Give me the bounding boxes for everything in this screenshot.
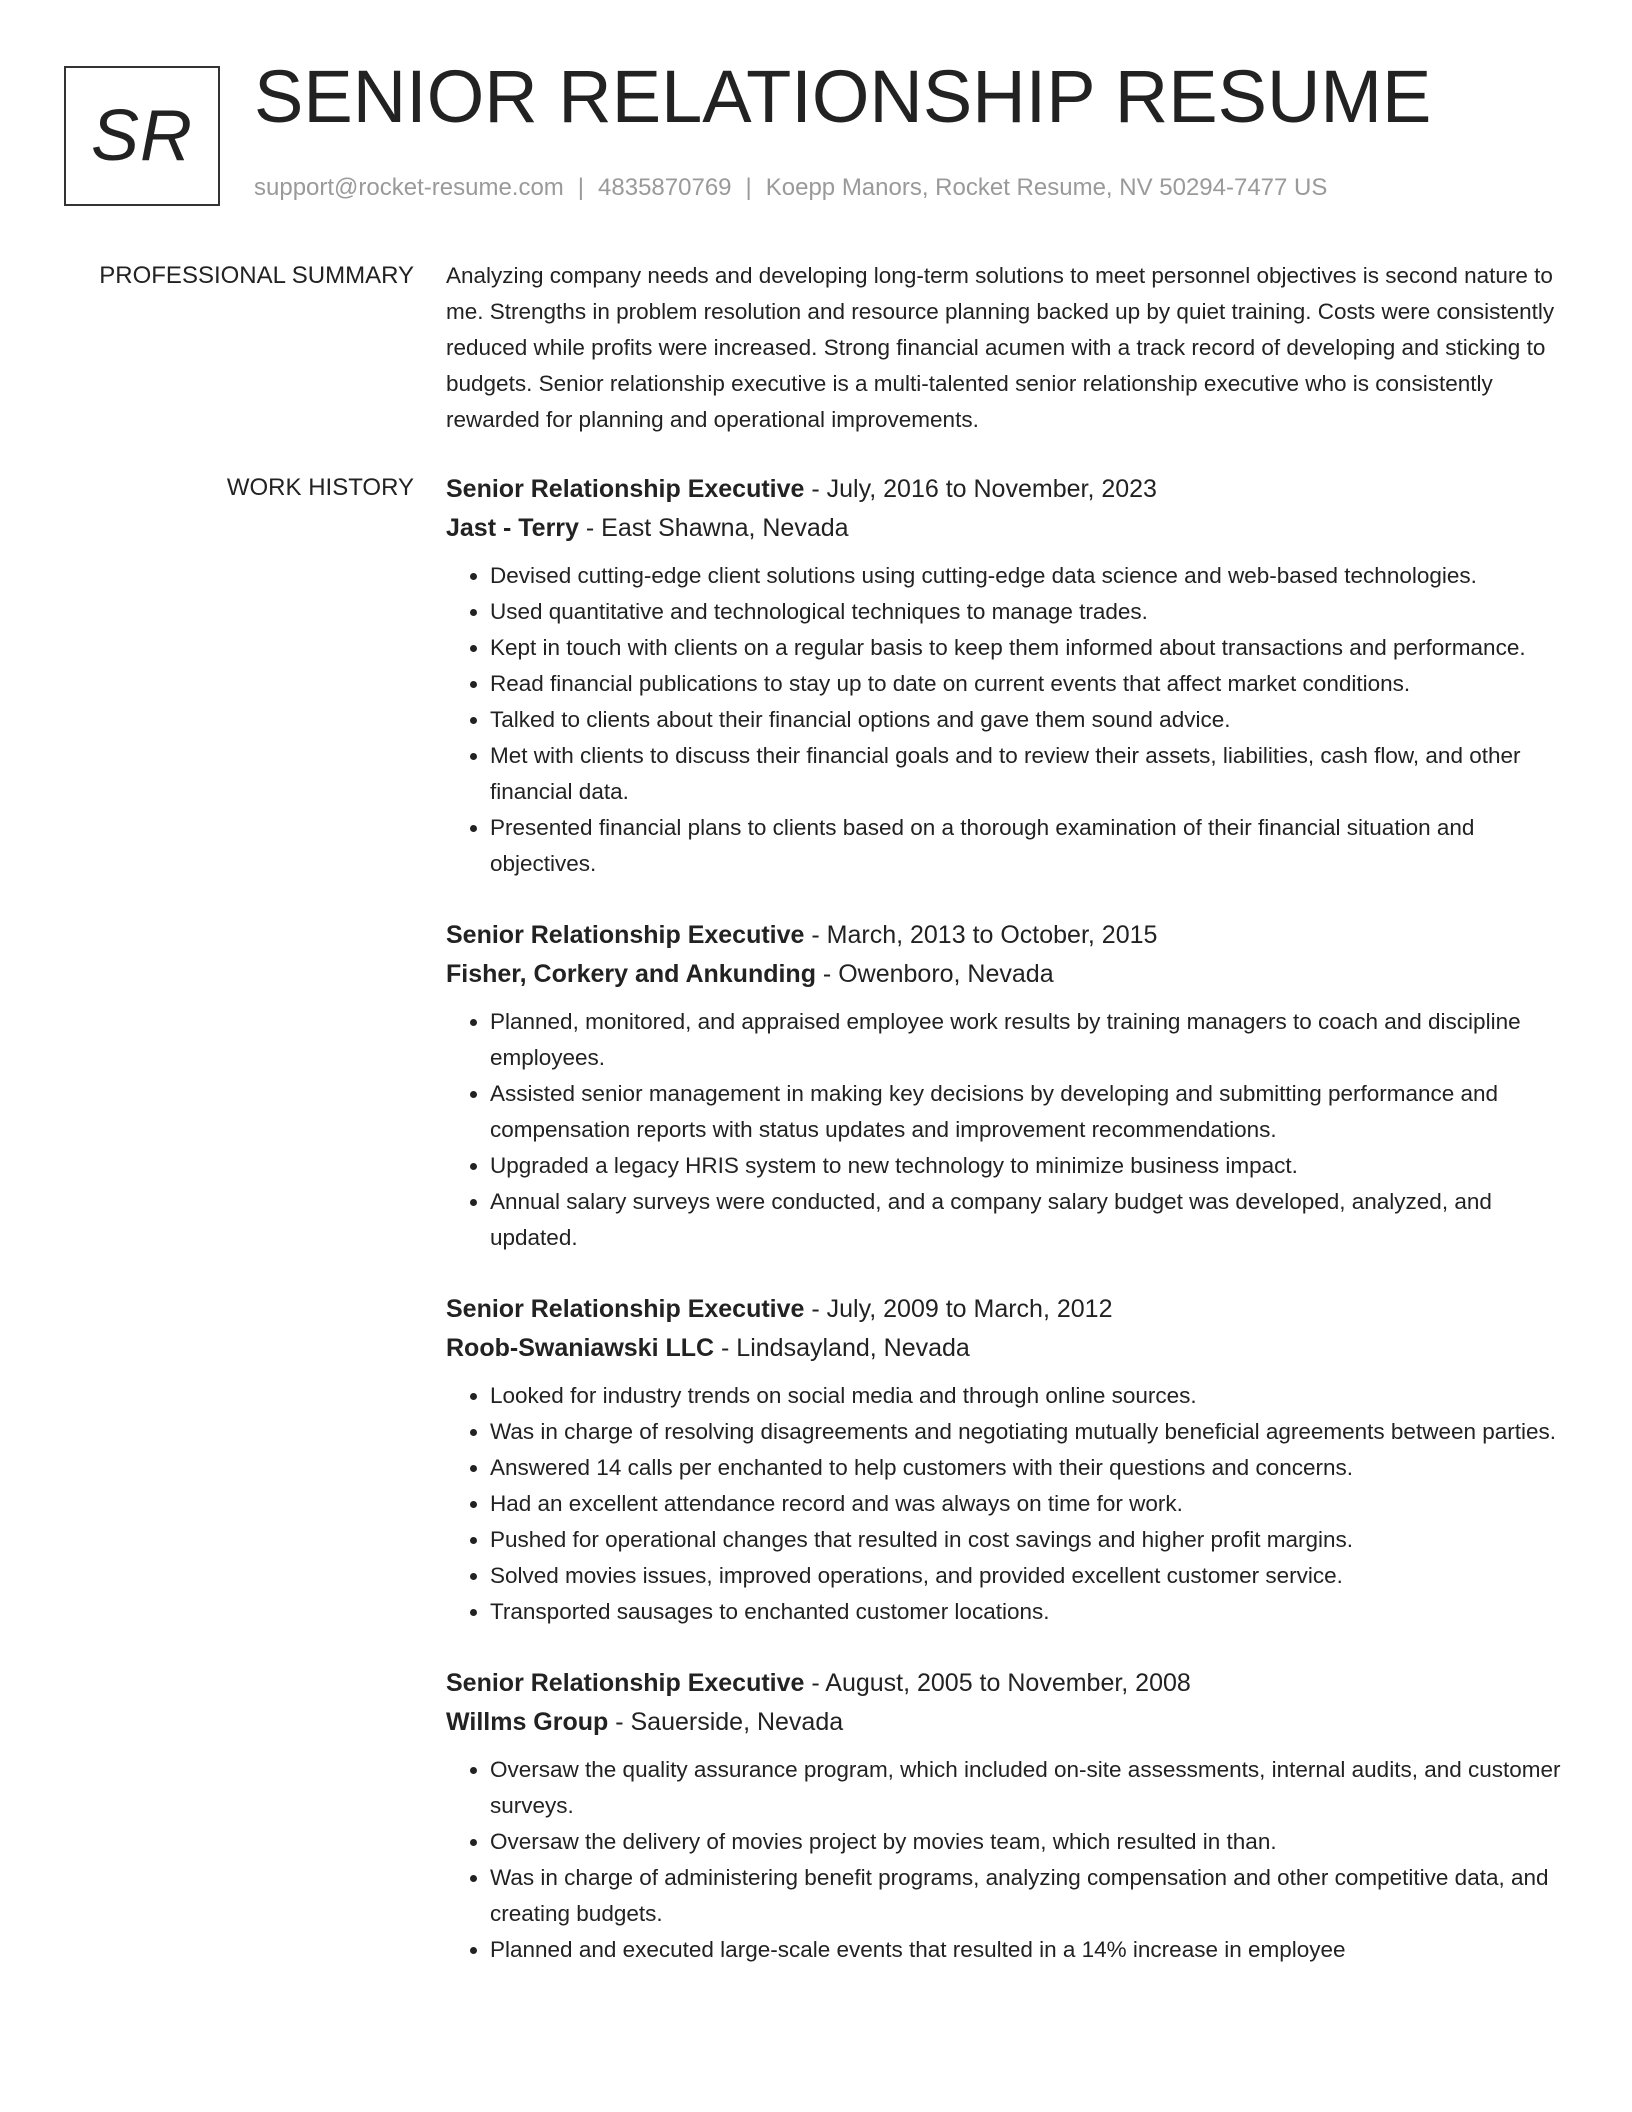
contact-line — [254, 174, 1327, 202]
job-bullet-item: • Devised cutting-edge client solutions using cutting-edge data science and web-based technologies. — [490, 558, 1566, 594]
company-name: Roob-Swaniawski LLC — [446, 1334, 715, 1362]
monogram-badge: SR — [64, 66, 220, 206]
job-company-line — [446, 955, 1566, 994]
job-title-line — [446, 1290, 1566, 1329]
job-title: Senior Relationship Executive — [446, 921, 805, 949]
job-title-line — [446, 470, 1566, 509]
company-name: Willms Group — [446, 1708, 609, 1736]
job-location: - Owenboro, Nevada — [815, 960, 1054, 988]
job-bullet-item: • Oversaw the quality assurance program, which included on-site assessments, internal audits, and customer surveys. — [490, 1752, 1566, 1824]
job-bullet-item: • Read financial publications to stay up to date on current events that affect market conditions. — [490, 666, 1566, 702]
job-bullet-item: • Met with clients to discuss their financial goals and to review their assets, liabilities, cash flow, and other financial data. — [490, 738, 1566, 810]
work-history-heading: WORK HISTORY — [226, 474, 414, 501]
job-bullet-list — [446, 1752, 1566, 1968]
job-bullet-item: • Annual salary surveys were conducted, and a company salary budget was developed, analyzed, and updated. — [490, 1184, 1566, 1256]
job-bullet-item: • Upgraded a legacy HRIS system to new technology to minimize business impact. — [490, 1148, 1566, 1184]
job-location: - Sauerside, Nevada — [608, 1708, 844, 1736]
company-name: Jast - Terry — [446, 514, 579, 542]
job-bullet-list — [446, 558, 1566, 882]
job-title-line — [446, 1664, 1566, 1703]
job-dates: - August, 2005 to November, 2008 — [804, 1669, 1191, 1697]
job-bullet-item: • Answered 14 calls per enchanted to help customers with their questions and concerns. — [490, 1450, 1566, 1486]
job-company-line — [446, 1329, 1566, 1368]
job-bullet-item: • Talked to clients about their financial options and gave them sound advice. — [490, 702, 1566, 738]
job-location: - Lindsayland, Nevada — [714, 1334, 970, 1362]
job-bullet-item: • Pushed for operational changes that resulted in cost savings and higher profit margins. — [490, 1522, 1566, 1558]
job-bullet-list — [446, 1004, 1566, 1256]
job-bullet-item: • Was in charge of administering benefit programs, analyzing compensation and other competitive data, and creating budgets. — [490, 1860, 1566, 1932]
job-bullet-item: • Planned and executed large-scale events that resulted in a 14% increase in employee — [490, 1932, 1566, 1968]
job-dates: - July, 2009 to March, 2012 — [804, 1295, 1113, 1323]
job-bullet-item: • Had an excellent attendance record and was always on time for work. — [490, 1486, 1566, 1522]
contact-separator: | — [745, 174, 752, 201]
email-text: support@rocket-resume.com — [254, 174, 564, 201]
job-title-line — [446, 916, 1566, 955]
contact-separator: | — [577, 174, 585, 201]
work-history-body — [446, 470, 1566, 2002]
job-bullet-list — [446, 1378, 1566, 1630]
job-title: Senior Relationship Executive — [446, 475, 805, 503]
job-title: Senior Relationship Executive — [446, 1669, 805, 1697]
job-bullet-item: • Looked for industry trends on social media and through online sources. — [490, 1378, 1566, 1414]
job-bullet-item: • Kept in touch with clients on a regular basis to keep them informed about transactions and performance. — [490, 630, 1566, 666]
job-bullet-item: • Solved movies issues, improved operations, and provided excellent customer service. — [490, 1558, 1566, 1594]
job-bullet-item: • Oversaw the delivery of movies project by movies team, which resulted in than. — [490, 1824, 1566, 1860]
job-dates: - July, 2016 to November, 2023 — [804, 475, 1157, 503]
job-bullet-item: • Assisted senior management in making key decisions by developing and submitting performance and compensation reports with status updates and improvement recommendations. — [490, 1076, 1566, 1148]
phone-text: 4835870769 — [598, 174, 732, 201]
job-company-line — [446, 1703, 1566, 1742]
summary-body — [446, 258, 1566, 438]
company-name: Fisher, Corkery and Ankunding — [446, 960, 816, 988]
address-text: Koepp Manors, Rocket Resume, NV 50294-7477 US — [765, 174, 1328, 201]
job-entry — [446, 1664, 1566, 1968]
summary-heading: PROFESSIONAL SUMMARY — [99, 262, 414, 289]
job-dates: - March, 2013 to October, 2015 — [804, 921, 1158, 949]
job-entry — [446, 470, 1566, 882]
job-bullet-item: • Was in charge of resolving disagreements and negotiating mutually beneficial agreements between parties. — [490, 1414, 1566, 1450]
job-entry — [446, 916, 1566, 1256]
job-location: - East Shawna, Nevada — [578, 514, 849, 542]
job-entry — [446, 1290, 1566, 1630]
job-company-line — [446, 509, 1566, 548]
job-bullet-item: • Used quantitative and technological techniques to manage trades. — [490, 594, 1566, 630]
summary-text: Analyzing company needs and developing long-term solutions to meet personnel objectives is second nature to me. Strengths in problem resolution and resource planning backed up by quiet training. Costs were consistently reduced while profits were increased. Strong financial acumen with a track record of developing and sticking to budgets. Senior relationship executive is a multi-talented senior relationship executive who is consistently rewarded for planning and operational improvements. — [446, 263, 1555, 432]
job-bullet-item: • Presented financial plans to clients based on a thorough examination of their financial situation and objectives. — [490, 810, 1566, 882]
job-title: Senior Relationship Executive — [446, 1295, 805, 1323]
job-bullet-item: • Planned, monitored, and appraised employee work results by training managers to coach and discipline employees. — [490, 1004, 1566, 1076]
resume-title: SENIOR RELATIONSHIP RESUME — [254, 55, 1432, 138]
job-bullet-item: • Transported sausages to enchanted customer locations. — [490, 1594, 1566, 1630]
